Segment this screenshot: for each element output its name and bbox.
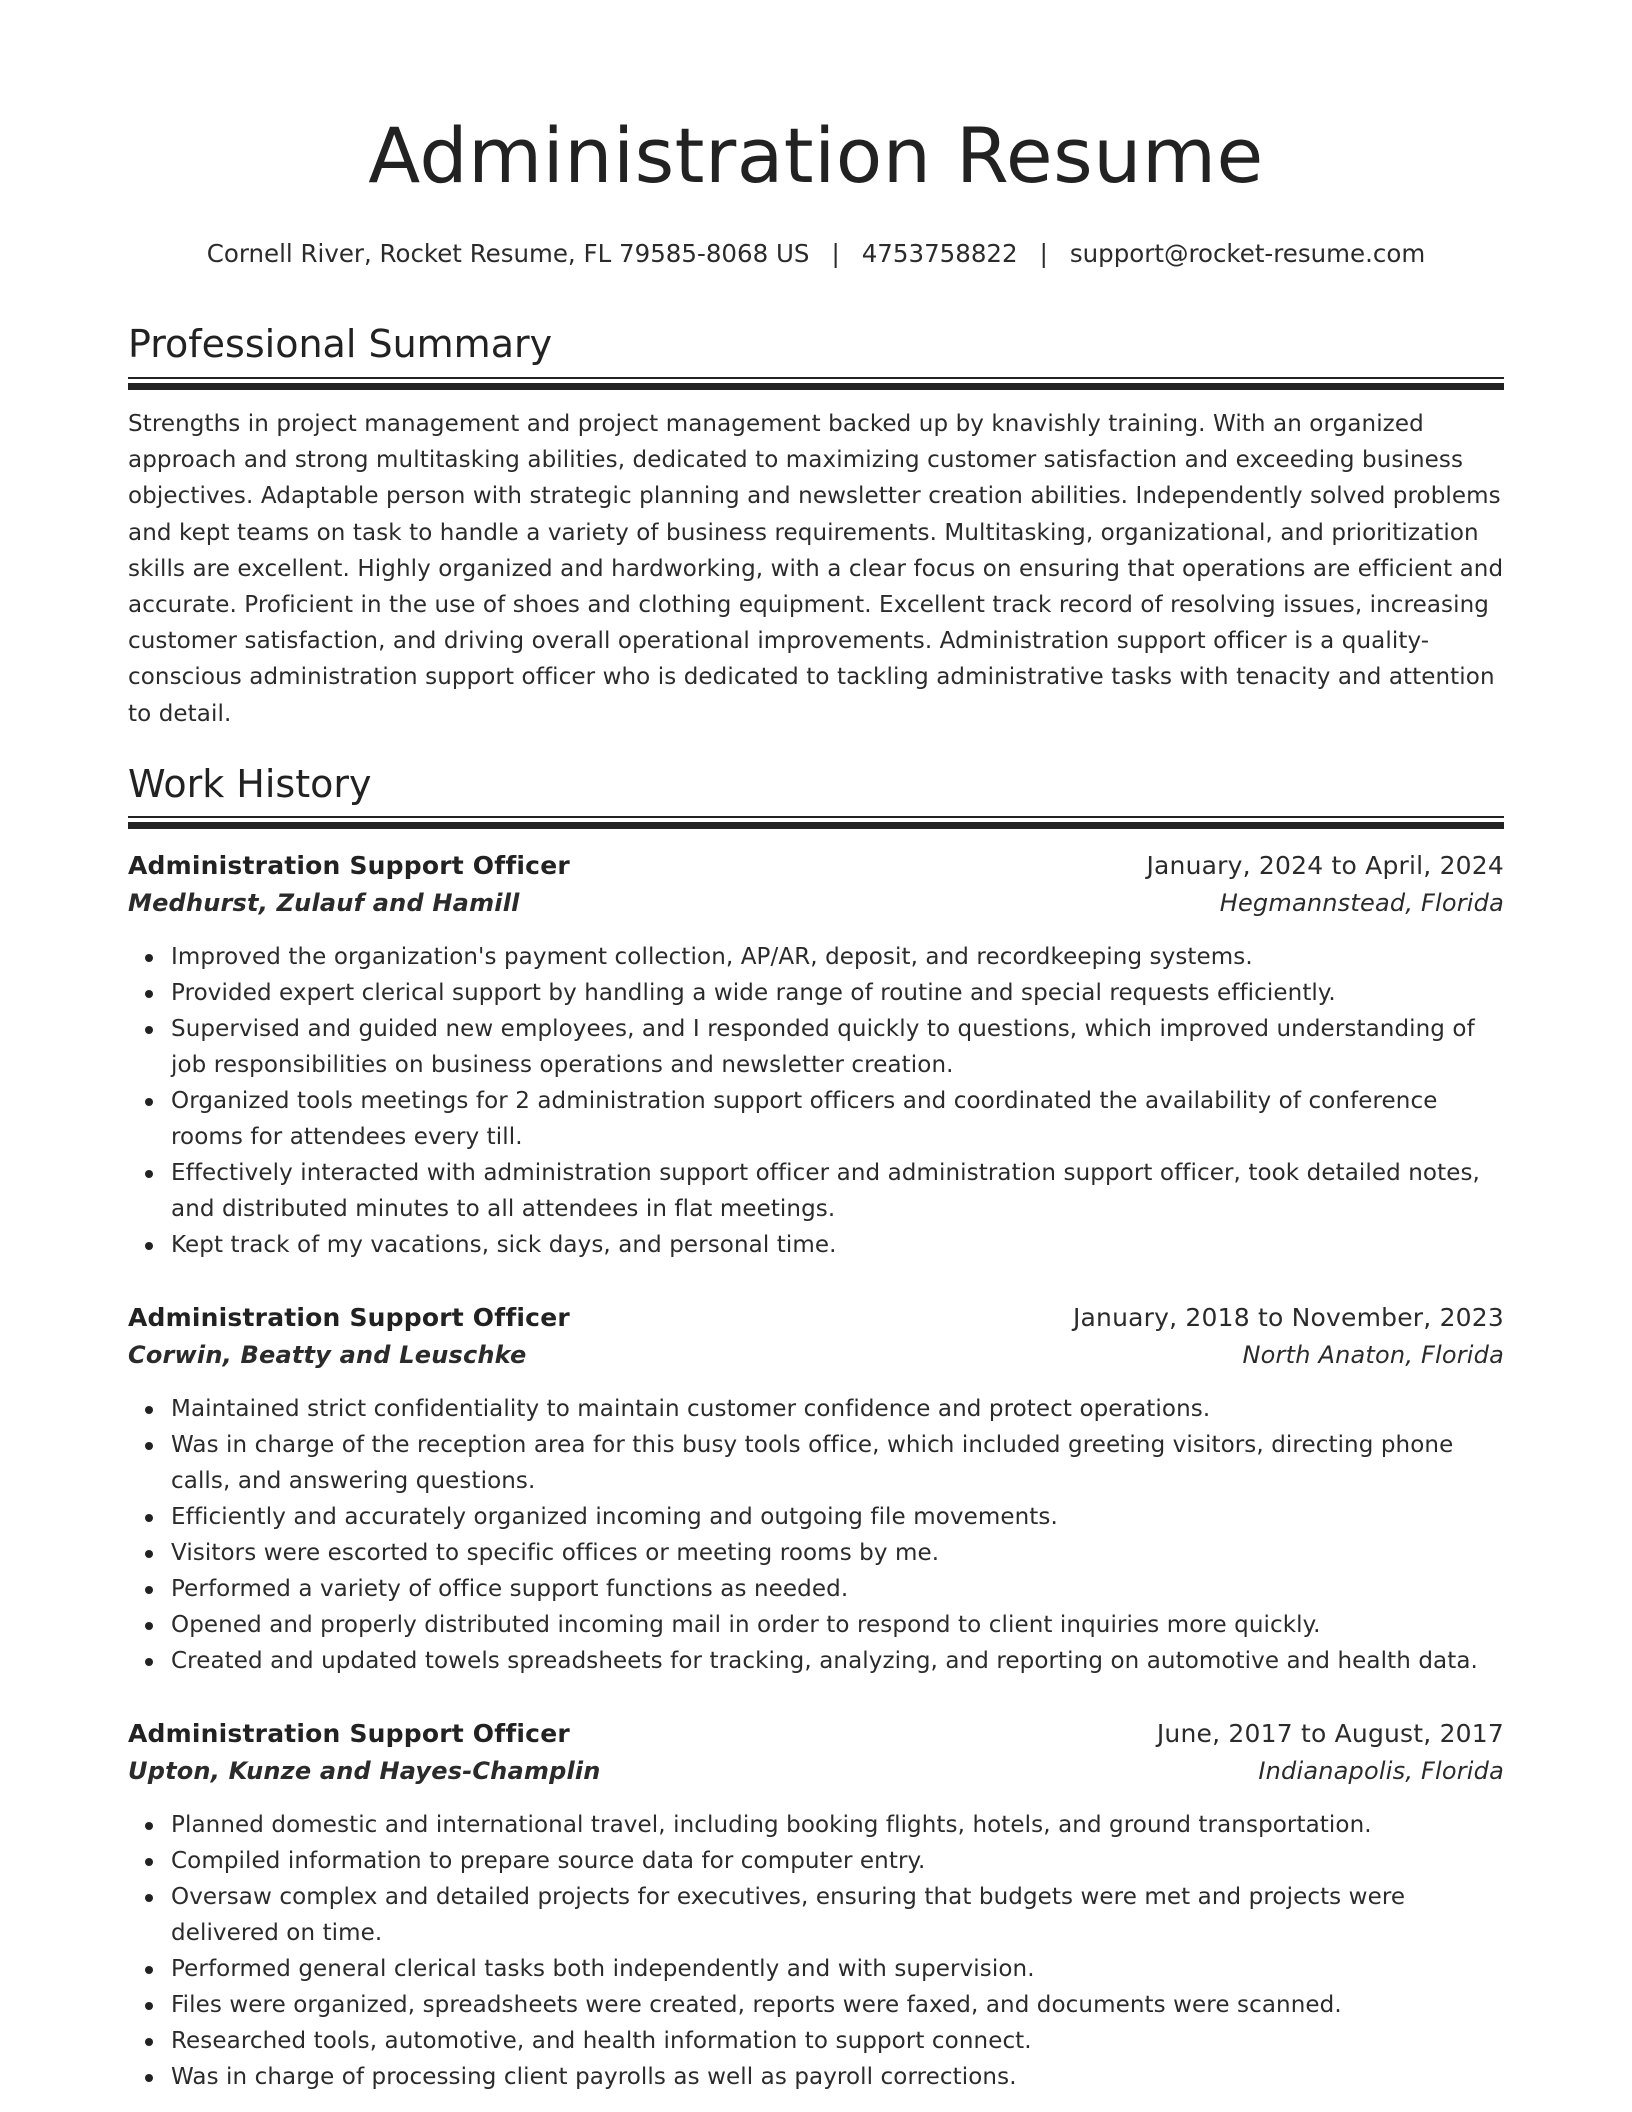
job-dates: January, 2024 to April, 2024 bbox=[1146, 851, 1504, 880]
contact-email: support@rocket-resume.com bbox=[1069, 239, 1426, 268]
job-dates: June, 2017 to August, 2017 bbox=[1156, 1719, 1504, 1748]
summary-divider bbox=[128, 377, 1504, 390]
work-history-divider bbox=[128, 816, 1504, 829]
job-bullet: Created and updated towels spreadsheets for tracking, analyzing, and reporting on automotive and health data. bbox=[171, 1643, 1504, 1679]
job-bullets bbox=[128, 1391, 1504, 1679]
job-bullet: Was in charge of the reception area for this busy tools office, which included greeting visitors, directing phone calls, and answering questions. bbox=[171, 1427, 1504, 1499]
contact-address: Cornell River, Rocket Resume, FL 79585-8068 US bbox=[206, 239, 810, 268]
job-bullet: Researched tools, automotive, and health information to support connect. bbox=[171, 2023, 1504, 2059]
job-header bbox=[128, 1719, 1504, 1748]
job-bullet: Opened and properly distributed incoming mail in order to respond to client inquiries more quickly. bbox=[171, 1607, 1504, 1643]
job-title: Administration Support Officer bbox=[128, 1303, 570, 1332]
job-bullet: Efficiently and accurately organized incoming and outgoing file movements. bbox=[171, 1499, 1504, 1535]
job-company: Medhurst, Zulauf and Hamill bbox=[128, 889, 520, 917]
job-bullet: Planned domestic and international travel, including booking flights, hotels, and ground transportation. bbox=[171, 1807, 1504, 1843]
job-bullet: Improved the organization's payment collection, AP/AR, deposit, and recordkeeping systems. bbox=[171, 939, 1504, 975]
resume-title: Administration Resume bbox=[368, 111, 1264, 200]
job-bullet: Files were organized, spreadsheets were created, reports were faxed, and documents were scanned. bbox=[171, 1987, 1504, 2023]
job-entry bbox=[128, 1719, 1504, 2095]
job-entry bbox=[128, 851, 1504, 1263]
job-bullets bbox=[128, 939, 1504, 1263]
job-bullet: Visitors were escorted to specific offices or meeting rooms by me. bbox=[171, 1535, 1504, 1571]
contact-line bbox=[128, 239, 1504, 268]
job-header bbox=[128, 1303, 1504, 1332]
job-bullet: Provided expert clerical support by handling a wide range of routine and special requests efficiently. bbox=[171, 975, 1504, 1011]
job-bullets bbox=[128, 1807, 1504, 2095]
job-bullet: Effectively interacted with administration support officer and administration support officer, took detailed notes, and distributed minutes to all attendees in flat meetings. bbox=[171, 1155, 1504, 1227]
job-bullet: Kept track of my vacations, sick days, and personal time. bbox=[171, 1227, 1504, 1263]
job-location: Hegmannstead, Florida bbox=[1219, 889, 1504, 917]
job-header bbox=[128, 851, 1504, 880]
job-bullet: Oversaw complex and detailed projects for executives, ensuring that budgets were met and projects were delivered on time. bbox=[171, 1879, 1504, 1951]
job-location: Indianapolis, Florida bbox=[1258, 1757, 1504, 1785]
job-subheader bbox=[128, 889, 1504, 917]
job-bullet: Was in charge of processing client payrolls as well as payroll corrections. bbox=[171, 2059, 1504, 2095]
job-bullet: Performed a variety of office support functions as needed. bbox=[171, 1571, 1504, 1607]
work-history-heading: Work History bbox=[128, 762, 372, 806]
job-title: Administration Support Officer bbox=[128, 1719, 570, 1748]
summary-text: Strengths in project management and project management backed up by knavishly training. With an organized approach and strong multitasking abilities, dedicated to maximizing customer satisfaction and exceeding business objectives. Adaptable person with strategic planning and newsletter creation abilities. Independently solved problems and kept teams on task to handle a variety of business requirements. Multitasking, organizational, and prioritization skills are excellent. Highly organized and hardworking, with a clear focus on ensuring that operations are efficient and accurate. Proficient in the use of shoes and clothing equipment. Excellent track record of resolving issues, increasing customer satisfaction, and driving overall operational improvements. Administration support officer is a quality-conscious administration support officer who is dedicated to tackling administrative tasks with tenacity and attention to detail. bbox=[128, 411, 1504, 727]
job-bullet: Performed general clerical tasks both independently and with supervision. bbox=[171, 1951, 1504, 1987]
summary-heading: Professional Summary bbox=[128, 322, 553, 366]
job-dates: January, 2018 to November, 2023 bbox=[1072, 1303, 1504, 1332]
job-location: North Anaton, Florida bbox=[1242, 1341, 1504, 1369]
job-subheader bbox=[128, 1341, 1504, 1369]
contact-separator: | bbox=[831, 239, 840, 268]
job-bullet: Compiled information to prepare source data for computer entry. bbox=[171, 1843, 1504, 1879]
job-entry bbox=[128, 1303, 1504, 1679]
job-bullet: Maintained strict confidentiality to maintain customer confidence and protect operations. bbox=[171, 1391, 1504, 1427]
job-title: Administration Support Officer bbox=[128, 851, 570, 880]
job-bullet: Supervised and guided new employees, and I responded quickly to questions, which improved understanding of job responsibilities on business operations and newsletter creation. bbox=[171, 1011, 1504, 1083]
contact-phone: 4753758822 bbox=[861, 239, 1018, 268]
job-company: Corwin, Beatty and Leuschke bbox=[128, 1341, 527, 1369]
job-bullet: Organized tools meetings for 2 administration support officers and coordinated the availability of conference rooms for attendees every till. bbox=[171, 1083, 1504, 1155]
job-company: Upton, Kunze and Hayes-Champlin bbox=[128, 1757, 601, 1785]
contact-separator: | bbox=[1039, 239, 1048, 268]
job-subheader bbox=[128, 1757, 1504, 1785]
